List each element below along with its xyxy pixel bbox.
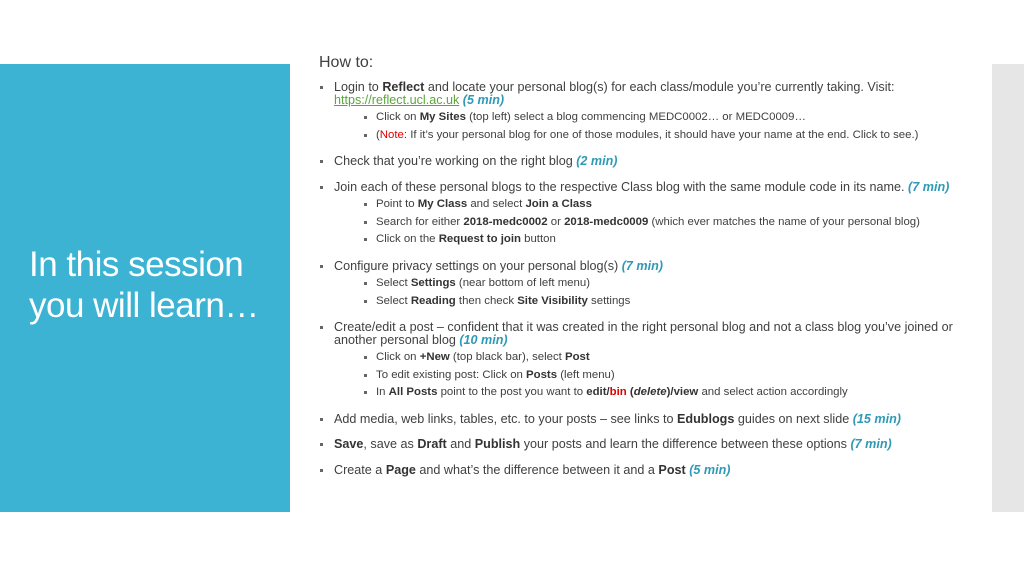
time-badge: (7 min) (908, 179, 950, 194)
step-create-post: Create/edit a post – confident that it was created in the right personal blog and not a class blog you’ve joined or another personal blog (10 min) (319, 321, 979, 346)
step-join-class: Join each of these personal blogs to the respective Class blog with the same module code in its name. (7 min) (319, 181, 979, 194)
step-login: Login to Reflect and locate your personal blog(s) for each class/module you’re currently taking. Visit: https://reflect.ucl.ac.uk (5 min) (319, 81, 979, 106)
time-badge: (7 min) (621, 258, 663, 273)
step-privacy: Configure privacy settings on your personal blog(s) (7 min) (319, 260, 979, 273)
substep: Click on My Sites (top left) select a blog commencing MEDC0002… or MEDC0009… (319, 112, 979, 124)
substep: Click on +New (top black bar), select Post (319, 352, 979, 364)
slide-title: In this session you will learn… (29, 245, 259, 325)
steps-list (319, 81, 979, 476)
substep: Search for either 2018-medc0002 or 2018-medc0009 (which ever matches the name of your personal blog) (319, 217, 979, 229)
substep-note: (Note: If it’s your personal blog for one of those modules, it should have your name at the end. Click to see.) (319, 130, 979, 142)
time-badge: (5 min) (462, 92, 505, 107)
substep: Select Settings (near bottom of left menu) (319, 278, 979, 290)
time-badge: (10 min) (459, 332, 508, 347)
step-save-publish: Save, save as Draft and Publish your posts and learn the difference between these options (7 min) (319, 438, 979, 451)
time-badge: (5 min) (685, 462, 731, 477)
note-label: Note: (379, 128, 408, 141)
substep: To edit existing post: Click on Posts (left menu) (319, 370, 979, 382)
reflect-link[interactable]: https://reflect.ucl.ac.uk (334, 92, 460, 107)
side-strip (992, 64, 1024, 512)
substep: Select Reading then check Site Visibility settings (319, 296, 979, 308)
substep: Click on the Request to join button (319, 234, 979, 246)
step-check-blog: Check that you’re working on the right blog (2 min) (319, 155, 979, 168)
step-add-media: Add media, web links, tables, etc. to your posts – see links to Edublogs guides on next slide (15 min) (319, 413, 979, 426)
how-to-heading: How to: (319, 54, 374, 71)
substep: In All Posts point to the post you want to edit/bin (delete)/view and select action accordingly (319, 387, 979, 399)
time-badge: (15 min) (852, 411, 902, 426)
time-badge: (2 min) (576, 154, 618, 168)
substep: Point to My Class and select Join a Class (319, 199, 979, 211)
step-create-page: Create a Page and what’s the difference between it and a Post (5 min) (319, 464, 979, 477)
time-badge: (7 min) (850, 437, 892, 451)
